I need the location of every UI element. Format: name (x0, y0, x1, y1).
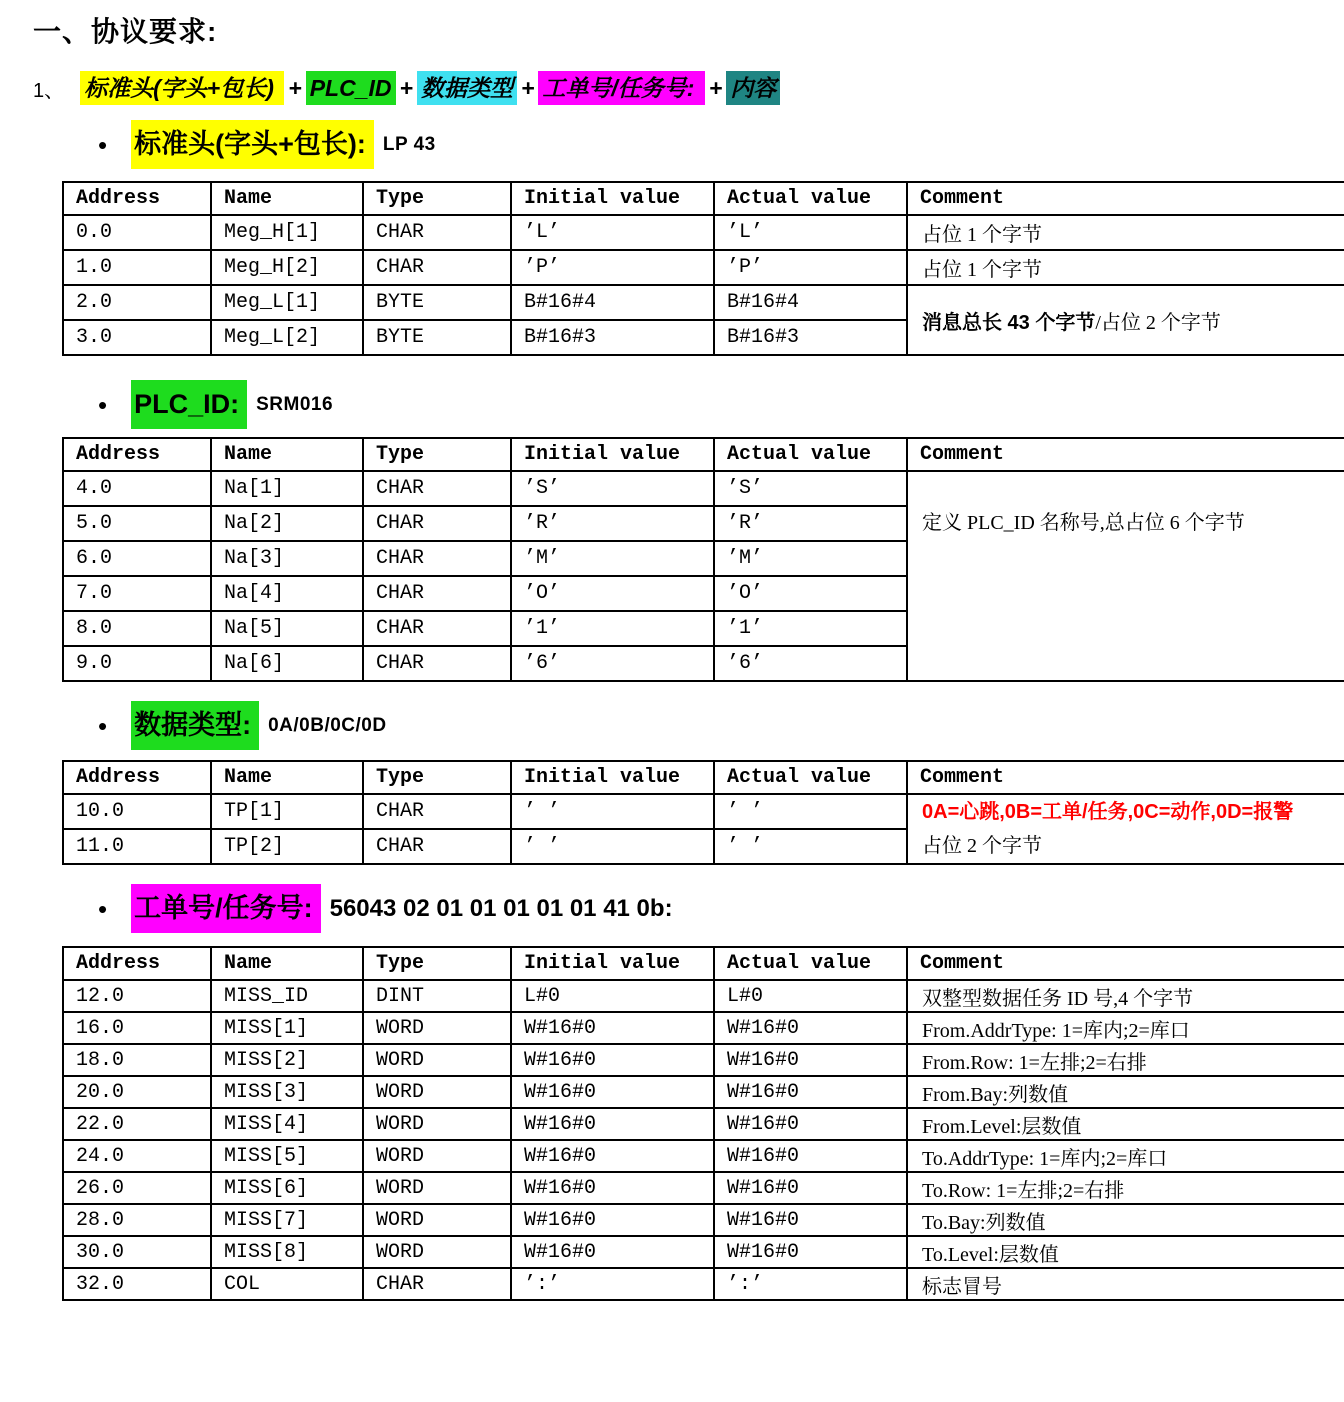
table-row (63, 215, 1344, 250)
table-cell: W#16#0 (714, 1204, 907, 1236)
table-cell: Na[6] (211, 646, 363, 681)
table-cell: To.AddrType: 1=库内;2=库口 (907, 1140, 1344, 1172)
formula-plus: + (288, 75, 302, 101)
table-cell: W#16#0 (714, 1044, 907, 1076)
table-cell: COL (211, 1268, 363, 1300)
table-header-cell: Type (363, 761, 511, 794)
table-cell: Na[2] (211, 506, 363, 541)
formula-plus: + (399, 75, 413, 101)
table-cell: CHAR (363, 506, 511, 541)
table-row (63, 794, 1344, 829)
table-cell: 18.0 (63, 1044, 211, 1076)
table-cell: W#16#0 (511, 1236, 714, 1268)
table-cell: 24.0 (63, 1140, 211, 1172)
table-cell: ’M’ (714, 541, 907, 576)
table-row (63, 1172, 1344, 1204)
table-cell: CHAR (363, 471, 511, 506)
table-cell: 12.0 (63, 980, 211, 1012)
table-cell: 6.0 (63, 541, 211, 576)
table-header-cell: Address (63, 761, 211, 794)
table-cell: W#16#0 (714, 1140, 907, 1172)
table-cell: WORD (363, 1140, 511, 1172)
standard-header-table (62, 181, 1344, 356)
table-cell: ’P’ (511, 250, 714, 285)
table-row (63, 1044, 1344, 1076)
table-cell: 26.0 (63, 1172, 211, 1204)
table-row (63, 1076, 1344, 1108)
table-cell: MISS_ID (211, 980, 363, 1012)
plc-id-table (62, 437, 1344, 682)
table-cell: ’L’ (511, 215, 714, 250)
table-cell: ’1’ (511, 611, 714, 646)
table-cell: B#16#3 (714, 320, 907, 355)
table-cell: BYTE (363, 285, 511, 320)
protocol-formula-line (33, 71, 1344, 105)
table-cell: ’ ’ (714, 829, 907, 864)
table-cell: W#16#0 (511, 1172, 714, 1204)
table-header-cell: Name (211, 761, 363, 794)
table-cell: DINT (363, 980, 511, 1012)
table-cell: ’R’ (714, 506, 907, 541)
page-title: 一、协议要求: (33, 16, 218, 47)
table-cell: ’P’ (714, 250, 907, 285)
table-header-cell: Name (211, 438, 363, 471)
table-row (63, 1140, 1344, 1172)
table-cell: ’L’ (714, 215, 907, 250)
table-cell: 3.0 (63, 320, 211, 355)
table-cell: 8.0 (63, 611, 211, 646)
section-heading-value: LP 43 (382, 133, 436, 155)
section-heading-mission: 工单号/任务号: (131, 884, 321, 933)
table-cell: 定义 PLC_ID 名称号,总占位 6 个字节 (907, 471, 1344, 681)
table-cell: 11.0 (63, 829, 211, 864)
formula-chip: 工单号/任务号: (538, 71, 704, 105)
table-cell: Na[4] (211, 576, 363, 611)
table-header-cell: Actual value (714, 761, 907, 794)
table-cell: 2.0 (63, 285, 211, 320)
table-cell: W#16#0 (714, 1236, 907, 1268)
table-cell: MISS[4] (211, 1108, 363, 1140)
formula-plus: + (708, 75, 723, 101)
table-cell: W#16#0 (714, 1172, 907, 1204)
table-cell: 5.0 (63, 506, 211, 541)
section-heading-row-data-type (98, 701, 1344, 750)
table-header-cell: Name (211, 182, 363, 215)
table-cell: Meg_L[1] (211, 285, 363, 320)
table-cell: WORD (363, 1076, 511, 1108)
table-cell: From.Bay:列数值 (907, 1076, 1344, 1108)
table-header-cell: Initial value (511, 761, 714, 794)
table-header-row (63, 182, 1344, 215)
table-header-cell: Comment (907, 182, 1344, 215)
table-header-row (63, 438, 1344, 471)
section-heading-standard-header: 标准头(字头+包长): (131, 120, 374, 169)
table-row (63, 471, 1344, 506)
table-row (63, 250, 1344, 285)
table-row (63, 285, 1344, 320)
table-cell: ’:’ (511, 1268, 714, 1300)
table-cell: 1.0 (63, 250, 211, 285)
table-cell (907, 285, 1344, 355)
table-cell: WORD (363, 1172, 511, 1204)
table-cell: WORD (363, 1108, 511, 1140)
table-cell: CHAR (363, 576, 511, 611)
bullet-icon: • (98, 710, 108, 741)
section-heading-row-standard-header (98, 120, 1344, 169)
table-header-cell: Name (211, 947, 363, 980)
table-cell: CHAR (363, 250, 511, 285)
table-cell: WORD (363, 1236, 511, 1268)
table-cell: 双整型数据任务 ID 号,4 个字节 (907, 980, 1344, 1012)
table-header-cell: Type (363, 947, 511, 980)
table-cell: WORD (363, 1204, 511, 1236)
table-cell: CHAR (363, 1268, 511, 1300)
table-cell: To.Level:层数值 (907, 1236, 1344, 1268)
mission-table (62, 946, 1344, 1301)
table-cell: 标志冒号 (907, 1268, 1344, 1300)
table-cell: W#16#0 (714, 1076, 907, 1108)
table-header-row (63, 761, 1344, 794)
table-cell: 7.0 (63, 576, 211, 611)
table-cell: Meg_H[2] (211, 250, 363, 285)
table-cell: MISS[1] (211, 1012, 363, 1044)
table-cell: 16.0 (63, 1012, 211, 1044)
formula-number: 1、 (33, 79, 65, 102)
table-cell: MISS[8] (211, 1236, 363, 1268)
table-cell: From.Row: 1=左排;2=右排 (907, 1044, 1344, 1076)
bullet-icon: • (98, 129, 108, 160)
table-cell: W#16#0 (714, 1108, 907, 1140)
table-cell: Na[5] (211, 611, 363, 646)
table-cell: 10.0 (63, 794, 211, 829)
formula-chip: 数据类型 (417, 71, 517, 105)
table-cell: W#16#0 (511, 1140, 714, 1172)
table-cell: WORD (363, 1012, 511, 1044)
table-header-cell: Type (363, 438, 511, 471)
table-cell: From.AddrType: 1=库内;2=库口 (907, 1012, 1344, 1044)
table-cell: 4.0 (63, 471, 211, 506)
comment-segment: 占位 2 个字节 (922, 835, 1042, 857)
table-cell: ’S’ (714, 471, 907, 506)
table-cell: Meg_L[2] (211, 320, 363, 355)
table-cell: To.Row: 1=左排;2=右排 (907, 1172, 1344, 1204)
table-header-cell: Actual value (714, 182, 907, 215)
table-row (63, 980, 1344, 1012)
table-cell: L#0 (714, 980, 907, 1012)
table-cell: TP[1] (211, 794, 363, 829)
table-header-cell: Type (363, 182, 511, 215)
table-header-cell: Actual value (714, 438, 907, 471)
table-cell: From.Level:层数值 (907, 1108, 1344, 1140)
table-cell: BYTE (363, 320, 511, 355)
table-cell: CHAR (363, 646, 511, 681)
data-type-table (62, 760, 1344, 865)
table-cell: WORD (363, 1044, 511, 1076)
table-cell: CHAR (363, 794, 511, 829)
table-cell: B#16#4 (511, 285, 714, 320)
comment-segment: /占位 2 个字节 (1095, 311, 1221, 334)
table-cell: 22.0 (63, 1108, 211, 1140)
table-cell: 占位 1 个字节 (907, 215, 1344, 250)
table-cell: W#16#0 (511, 1076, 714, 1108)
table-header-cell: Comment (907, 438, 1344, 471)
table-header-cell: Address (63, 182, 211, 215)
table-cell: W#16#0 (511, 1108, 714, 1140)
table-cell: ’ ’ (511, 794, 714, 829)
table-cell: 占位 1 个字节 (907, 250, 1344, 285)
formula-segments (80, 71, 780, 105)
table-cell: B#16#4 (714, 285, 907, 320)
formula-chip: 内容 (726, 71, 780, 105)
comment-segment: 0A=心跳,0B=工单/任务,0C=动作,0D=报警 (922, 801, 1294, 823)
table-cell: 9.0 (63, 646, 211, 681)
table-cell: ’ ’ (511, 829, 714, 864)
comment-segment: 消息总长 43 个字节 (922, 311, 1096, 334)
section-heading-plc-id: PLC_ID: (131, 380, 247, 429)
table-header-cell: Initial value (511, 947, 714, 980)
table-row (63, 1108, 1344, 1140)
formula-chip: 标准头(字头+包长) (80, 71, 284, 105)
table-cell: W#16#0 (714, 1012, 907, 1044)
table-cell: ’S’ (511, 471, 714, 506)
section-heading-value: 56043 02 01 01 01 01 01 41 0b: (329, 894, 673, 922)
table-cell: Na[1] (211, 471, 363, 506)
table-cell: 0.0 (63, 215, 211, 250)
table-header-cell: Comment (907, 947, 1344, 980)
table-header-cell: Initial value (511, 182, 714, 215)
table-cell: ’:’ (714, 1268, 907, 1300)
table-header-cell: Initial value (511, 438, 714, 471)
table-cell: MISS[7] (211, 1204, 363, 1236)
section-heading-data-type: 数据类型: (131, 701, 259, 750)
table-cell (907, 794, 1344, 864)
table-row (63, 1204, 1344, 1236)
table-cell: CHAR (363, 829, 511, 864)
table-cell: B#16#3 (511, 320, 714, 355)
table-cell: ’O’ (714, 576, 907, 611)
table-cell: MISS[3] (211, 1076, 363, 1108)
table-cell: 32.0 (63, 1268, 211, 1300)
table-row (63, 1236, 1344, 1268)
table-cell: Meg_H[1] (211, 215, 363, 250)
formula-chip: PLC_ID (306, 71, 396, 105)
table-cell: Na[3] (211, 541, 363, 576)
section-heading-value: SRM016 (256, 393, 334, 415)
table-cell: MISS[2] (211, 1044, 363, 1076)
section-heading-row-mission (98, 884, 1344, 933)
table-cell: CHAR (363, 541, 511, 576)
section-heading-value: 0A/0B/0C/0D (268, 714, 387, 736)
table-cell: ’R’ (511, 506, 714, 541)
table-cell: To.Bay:列数值 (907, 1204, 1344, 1236)
table-cell: ’6’ (714, 646, 907, 681)
table-cell: CHAR (363, 215, 511, 250)
table-cell: ’6’ (511, 646, 714, 681)
table-cell: ’1’ (714, 611, 907, 646)
table-cell: 30.0 (63, 1236, 211, 1268)
bullet-icon: • (98, 893, 108, 924)
table-row (63, 1012, 1344, 1044)
table-cell: 28.0 (63, 1204, 211, 1236)
table-cell: ’O’ (511, 576, 714, 611)
table-header-cell: Actual value (714, 947, 907, 980)
table-header-cell: Address (63, 438, 211, 471)
table-cell: ’ ’ (714, 794, 907, 829)
bullet-icon: • (98, 389, 108, 420)
table-cell: 20.0 (63, 1076, 211, 1108)
table-cell: W#16#0 (511, 1044, 714, 1076)
table-header-row (63, 947, 1344, 980)
table-header-cell: Address (63, 947, 211, 980)
table-cell: W#16#0 (511, 1204, 714, 1236)
table-cell: MISS[6] (211, 1172, 363, 1204)
table-cell: ’M’ (511, 541, 714, 576)
table-cell: L#0 (511, 980, 714, 1012)
table-cell: TP[2] (211, 829, 363, 864)
formula-plus: + (520, 75, 535, 101)
table-cell: W#16#0 (511, 1012, 714, 1044)
table-row (63, 1268, 1344, 1300)
table-cell: MISS[5] (211, 1140, 363, 1172)
section-heading-row-plc-id (98, 380, 1344, 429)
table-cell: CHAR (363, 611, 511, 646)
table-header-cell: Comment (907, 761, 1344, 794)
